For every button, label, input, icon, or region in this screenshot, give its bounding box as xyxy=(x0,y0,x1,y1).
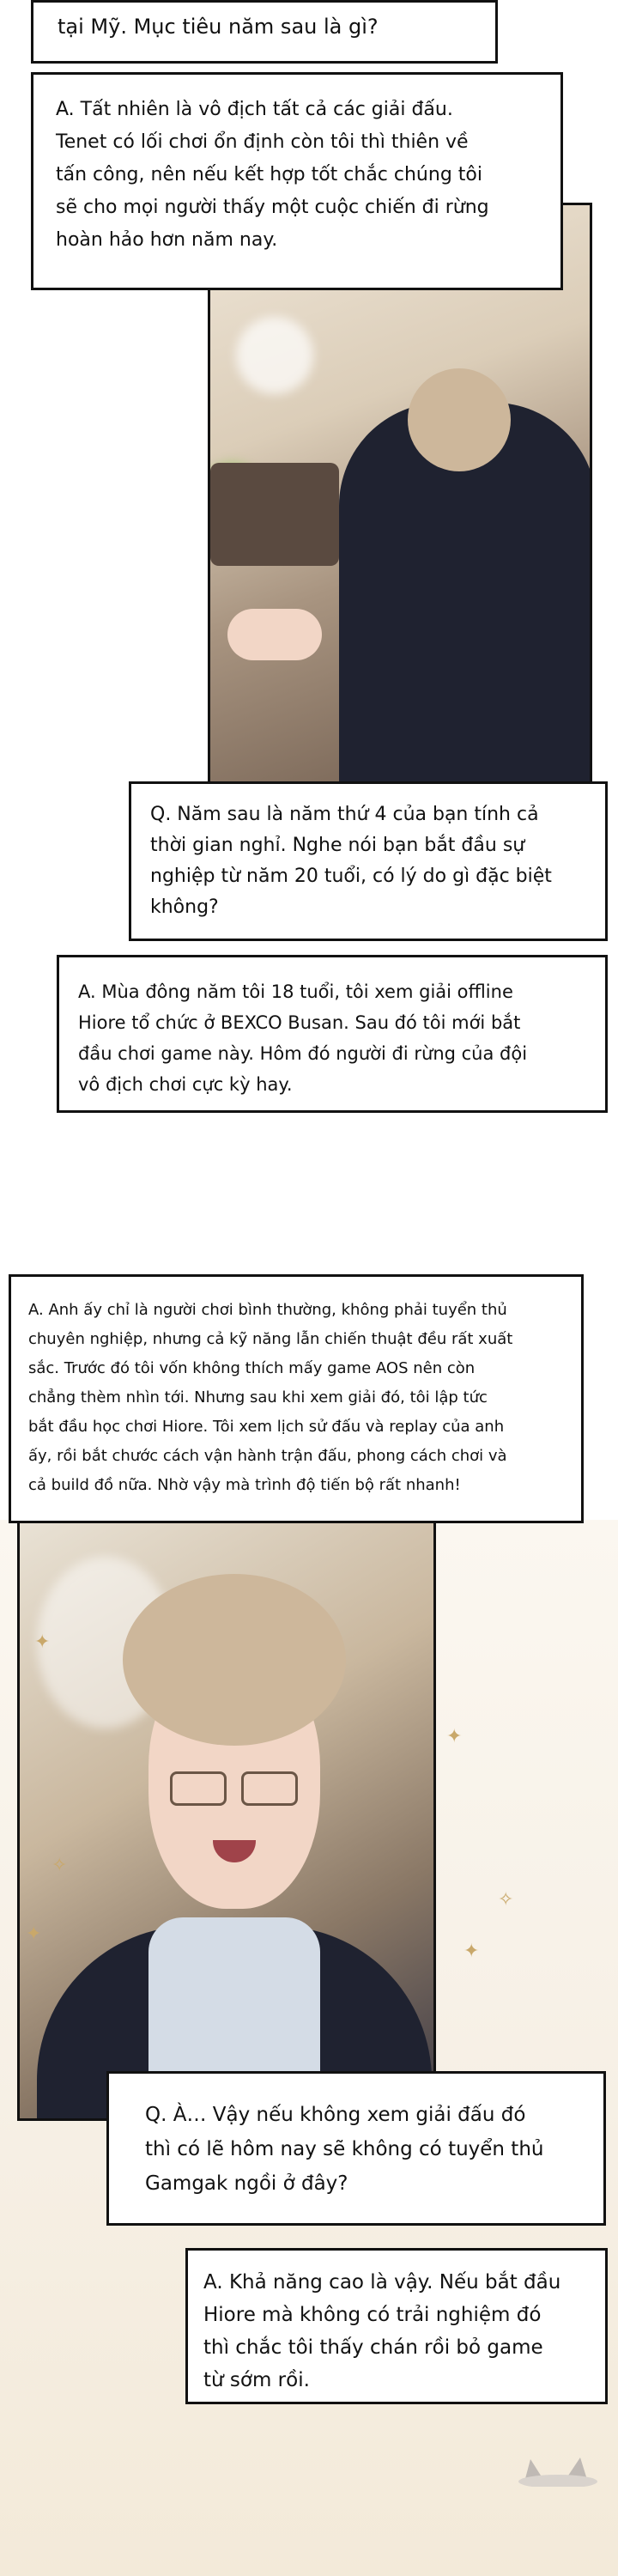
sparkle-icon: ✦ xyxy=(26,1923,42,1945)
man-hair-front xyxy=(123,1574,346,1746)
question-text: Q. Năm sau là năm thứ 4 của bạn tính cả thời gian nghỉ. Nghe nói bạn bắt đầu sự nghiệp từ năm 20 tuổi, có lý do gì đặc biệt không? xyxy=(150,804,552,918)
answer-text: A. Anh ấy chỉ là người chơi bình thường, không phải tuyển thủ chuyên nghiệp, nhưng cả kỹ năng lẫn chiến thuật đều rất xuất sắc. Trước đó tôi vốn không thích mấy game AOS nên còn chẳng thèm nhìn tới. Nhưng sau khi xem giải đó, tôi lập tức bắt đầu học chơi Hiore. Tôi xem lịch sử đấu và replay của anh ấy, rồi bắt chước cách vận hành trận đấu, phong cách chơi và cả build đồ nữa. Nhờ vậy mà trình độ tiến bộ rất nhanh! xyxy=(28,1301,513,1494)
question-box xyxy=(106,2071,606,2226)
sparkle-icon: ✦ xyxy=(464,1941,480,1962)
cat-ear-logo-icon xyxy=(515,2452,601,2487)
answer-text: A. Mùa đông năm tôi 18 tuổi, tôi xem giải offline Hiore tổ chức ở BEXCO Busan. Sau đó tôi mới bắt đầu chơi game này. Hôm đó người đi rừng của đội vô địch chơi cực kỳ hay. xyxy=(78,981,528,1095)
question-text: Q. À… Vậy nếu không xem giải đấu đó thì có lẽ hôm nay sẽ không có tuyển thủ Gamgak ngồi ở đây? xyxy=(145,2104,544,2195)
answer-box xyxy=(9,1274,584,1523)
sofa xyxy=(210,463,339,566)
sparkle-icon: ✦ xyxy=(446,1726,463,1747)
question-text: tại Mỹ. Mục tiêu năm sau là gì? xyxy=(58,15,379,39)
answer-text: A. Tất nhiên là vô địch tất cả các giải đấu. Tenet có lối chơi ổn định còn tôi thì thiên về tấn công, nên nếu kết hợp tốt chắc chúng tôi sẽ cho mọi người thấy một cuộc chiến đi rừng hoàn hảo hơn năm nay. xyxy=(56,99,489,251)
answer-box xyxy=(57,955,608,1113)
question-box xyxy=(31,0,498,64)
comic-panel-smiling-man xyxy=(17,1520,436,2121)
answer-box xyxy=(185,2248,608,2404)
glasses-left-lens xyxy=(170,1771,227,1806)
question-box xyxy=(129,781,608,941)
man-hair xyxy=(408,368,511,471)
sparkle-icon: ✧ xyxy=(52,1855,68,1876)
sparkle-icon: ✧ xyxy=(498,1889,514,1911)
comic-panel-back-view xyxy=(208,203,592,787)
glasses-right-lens xyxy=(241,1771,298,1806)
man-hand xyxy=(227,609,322,660)
light-bokeh xyxy=(236,317,313,394)
answer-box xyxy=(31,72,563,290)
sparkle-icon: ✦ xyxy=(34,1631,51,1653)
answer-text: A. Khả năng cao là vậy. Nếu bắt đầu Hiore mà không có trải nghiệm đó thì chắc tôi thấy chán rồi bỏ game từ sớm rồi. xyxy=(203,2271,561,2391)
